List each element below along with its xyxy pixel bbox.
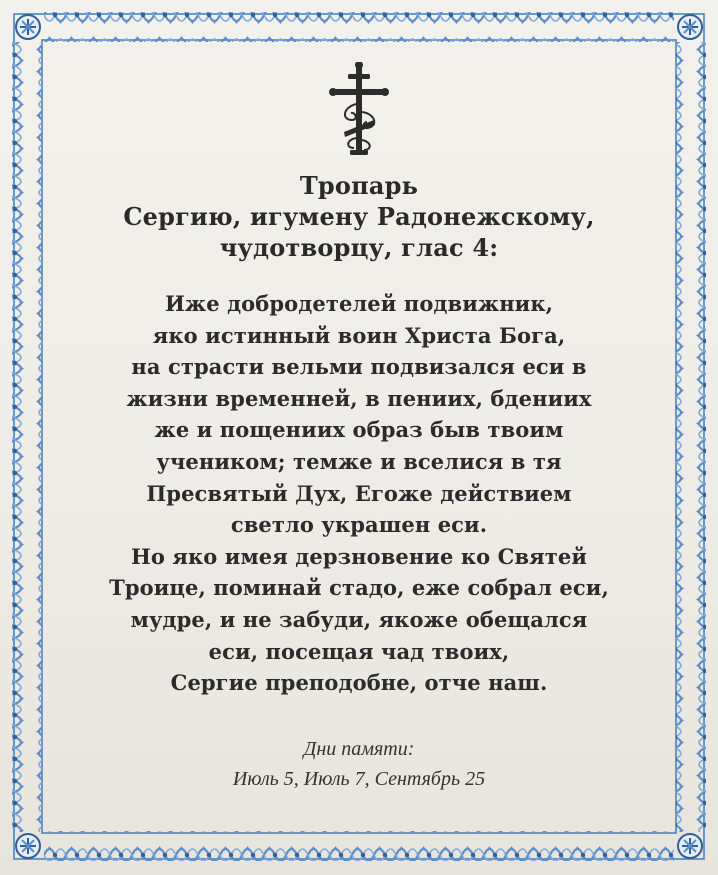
orthodox-cross-icon xyxy=(324,62,394,158)
memory-days xyxy=(58,734,660,794)
troparion-title xyxy=(58,170,660,263)
text-line: Иже добродетелей подвижник, xyxy=(164,291,554,316)
text-line: жизни временней, в пениих, бдениих xyxy=(126,385,592,411)
text-line: светло украшен еси. xyxy=(230,512,488,538)
text-line: Но яко имея дерзновение ко Святей xyxy=(130,543,588,569)
title-line: чудотворцу, глас 4: xyxy=(219,233,499,262)
text-line: мудре, и не забуди, якоже обещался xyxy=(130,606,588,632)
text-line: яко истинный воин Христа Бога, xyxy=(152,322,566,348)
text-line: Пресвятый Дух, Егоже действием xyxy=(146,480,572,506)
text-line: Троице, поминай стадо, еже собрал еси, xyxy=(109,575,609,601)
memory-label: Дни памяти: xyxy=(303,738,415,760)
text-line: еси, посещая чад твоих, xyxy=(208,638,510,664)
memory-dates: Июль 5, Июль 7, Сентябрь 25 xyxy=(232,768,486,790)
title-line: Тропарь xyxy=(299,171,419,200)
text-line: же и пощениих образ быв твоим xyxy=(154,417,564,443)
text-line: на страсти вельми подвизался еси в xyxy=(131,354,587,380)
text-line: Сергие преподобне, отче наш. xyxy=(170,670,548,696)
document-content xyxy=(58,48,660,823)
title-line: Сергию, игумену Радонежскому, xyxy=(123,202,595,231)
text-line: учеником; темже и вселися в тя xyxy=(156,448,562,474)
troparion-text xyxy=(58,288,660,699)
